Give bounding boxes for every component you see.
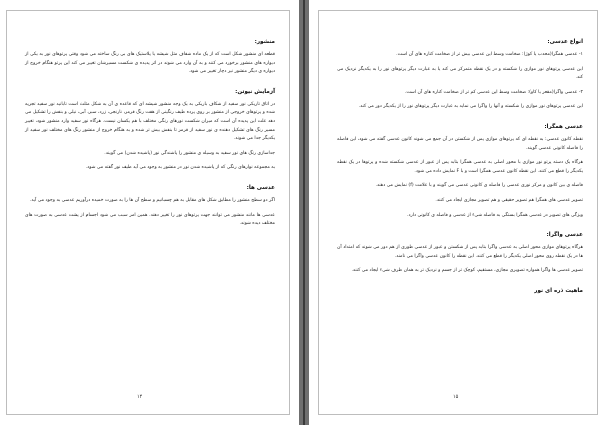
paragraph: تصویر عدسی های همگرا هم تصویر حقیقی و هم تصویر مجازی ایجاد می کنند.: [435, 197, 583, 203]
paragraph: در اتاق تاریکی نور سفید از شکاف باریکی به یک وجه منشور شیشه ای که قاعده ی آن به شکل مثلث است تابانید نور سفید تجزیه شده و پرتوهای خروجی از منشور بر روی پرده طیف رنگینی از هفت رنگ قرمز، نارنجی، زرد، سبز، آبی، نیلی و بنفش را تشکیل می دهد علت این پدیده آن است که میزان شکست نورهای رنگی مختلف با هم یکسان نیست. هرگاه نور سفید وارد منشور شود، تغییر مسیر رنگ های تشکیل دهنده ی نور سفید از قرمز تا بنفش بیش تر شده و به هنگام خروج از منشور رنگ های مختلف نور سفید از یکدیگر جدا می شوند.: [25, 101, 275, 142]
page-number: ۱۵: [453, 394, 459, 400]
heading-newton-experiment: آزمایش نیوتن:: [235, 88, 275, 95]
heading-lens-types: انواع عدسی:: [547, 39, 583, 45]
heading-prism: منشور:: [254, 39, 275, 45]
page-number: ۱۴: [137, 394, 143, 400]
heading-diverging-lens: عدسی واگرا:: [546, 232, 583, 239]
paragraph: ۱- عدسی همگرا(محدب یا کوژ): ضخامت وسط این عدسی بیش تر از ضخامت کناره های آن است.: [396, 52, 583, 57]
paragraph: هرگاه پرتوهای موازی محور اصلی به عدسی واگرا بتابد پس از شکستن و عبور از عدسی طوری از هم دور می شوند که امتداد آن ها در یک نقطه روی محور اصلی یکدیگر را قطع می کنند. این نقطه را کانون عدسی واگرا می نامند.: [337, 245, 583, 259]
paragraph: اگر دو سطح منشور را مطابق شکل های مقابل به هم چسبانیم و سطح آن ها را به صورت خمیده درآوریم عدسی به وجود می آید.: [29, 197, 275, 203]
page-left: [6, 10, 290, 415]
paragraph: قطعه ای منشور شکل است که از یک ماده شفاف مثل شیشه یا پلاستیک های بی رنگ ساخته می شود وقتی پرتوهای نور به یکی از دیواره های منشور برخورد می کنند و به آن وارد می شوند در اثر پدیده ی شکست مسیرشان تغییر می کند این پرتو هنگام خروج از دیواره ی دیگر منشور نیز دچار تغییر می شود.: [25, 52, 275, 75]
heading-particle-nature-of-light: ماهیت ذره ای نور: [534, 287, 583, 294]
paragraph: عدسی ها مانند منشور می توانند جهت پرتوهای نور را تغییر دهند. همین امر سبب می شود اجسام از پشت عدسی به صورت های مختلف دیده شوند.: [25, 212, 275, 227]
paragraph: به مجموعه نوارهای رنگی که از پاشیده شدن نور در منشور به وجود می آید طیف نور گفته می شود.: [85, 165, 275, 171]
paragraph: تصویر عدسی ها واگرا همواره تصویری مجازی، مستقیم، کوچک تر از جسم و نزدیک تر به همان طرف شیء ایجاد می کنند.: [351, 268, 583, 274]
page-divider-line: [303, 0, 305, 425]
paragraph: فاصله ی بین کانون و مرکز نوری عدسی را فاصله ی کانونی عدسی می گویند و با علامت (f) نمایش می دهند.: [375, 183, 583, 189]
page-right-content: [337, 37, 583, 384]
paragraph: جداسازی رنگ های نور سفید به وسیله ی منشور را پاشندگی نور (پاشیده شدن) می گویند.: [104, 150, 275, 156]
heading-lenses: عدسی ها:: [246, 184, 275, 191]
paragraph: ویژگی های تصویر در عدسی همگرا بستگی به فاصله شیء از عدسی و فاصله ی کانونی دارد.: [407, 212, 583, 218]
paragraph: نقطه کانون عدسی: به نقطه ای که پرتوهای موازی پس از شکستن در آن جمع می شوند کانون عدسی گفته می شود، این فاصله را فاصله کانونی عدسی گویند.: [337, 136, 583, 151]
paragraph: این عدسی پرتوهای نور موازی را شکسته و در یک نقطه متمرکز می کند یا به عبارت دیگر پرتوهای نور را به یکدیگر نزدیک می کند.: [337, 66, 583, 81]
paragraph: هرگاه یک دسته پرتو نور موازی با محور اصلی به عدسی همگرا بتابد پس از عبور از عدسی شکسته شده و پرتوها در یک نقطه یکدیگر را قطع می کنند. این نقطه کانون عدسی همگرا است و با F نمایش داده می شود.: [337, 160, 583, 174]
paragraph: این عدسی پرتوهای نور موازی را شکسته و آنها را واگرا می نماید به عبارت دیگر پرتوهای نور را از یکدیگر دور می کند.: [358, 104, 583, 110]
page-right: [318, 10, 598, 415]
heading-converging-lens: عدسی همگرا:: [544, 123, 583, 130]
paragraph: ۲- عدسی واگرا(مقعر یا کاو): ضخامت وسط این عدسی کم تر از ضخامت کناره های آن است.: [404, 89, 583, 95]
page-left-content: [25, 37, 275, 384]
